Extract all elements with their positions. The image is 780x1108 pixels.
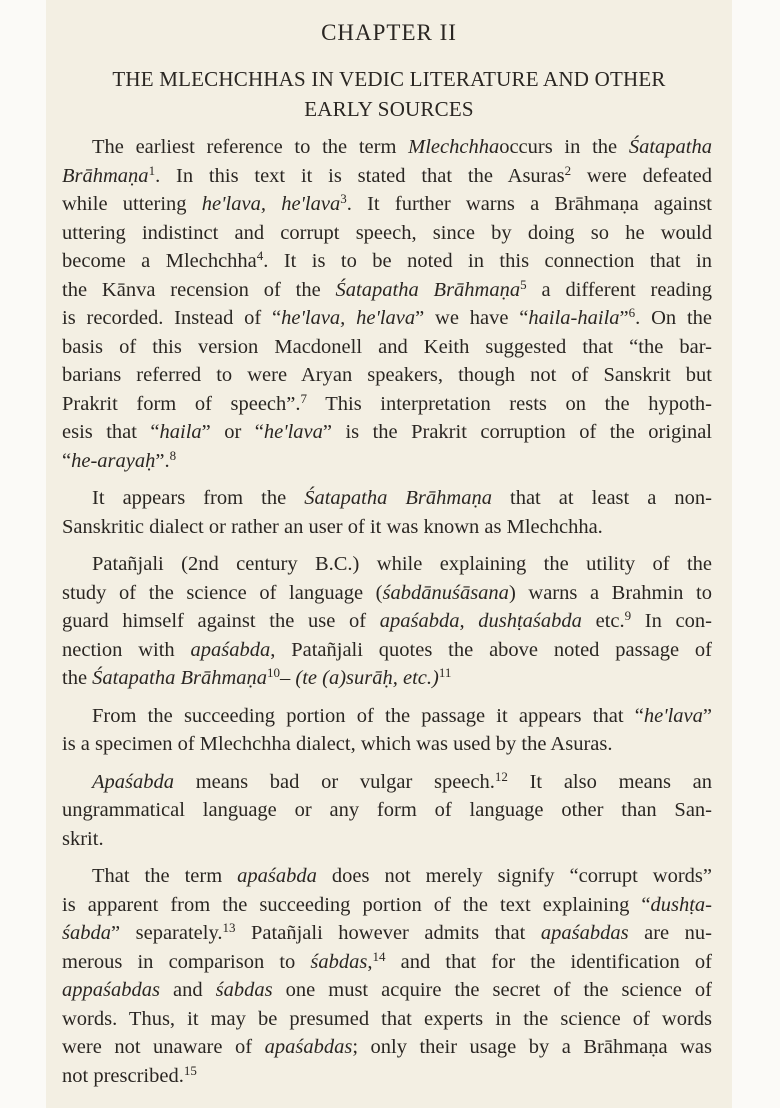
footnote-marker: 9 (624, 608, 632, 623)
italic-term: apaśabda (190, 638, 271, 661)
italic-term: Mlechchha (408, 136, 500, 158)
text-line (62, 948, 712, 977)
text-line (62, 276, 712, 305)
chapter-heading: CHAPTER II (321, 20, 457, 45)
text-run: basis of this version Macdonell and Keith suggested that “the bar- (62, 335, 712, 358)
text-run: occurs in the (499, 136, 629, 158)
text-line (62, 390, 712, 419)
text-line (62, 1062, 712, 1091)
text-run: ” we have “ (415, 307, 529, 329)
text-run: Prakrit form of speech”. (62, 392, 301, 415)
text-line (62, 447, 712, 476)
text-run: does not merely signify “corrupt words” (316, 865, 713, 887)
footnote-marker: 12 (494, 768, 508, 784)
italic-term: Śatapatha Brāhmaṇa (335, 278, 521, 301)
footnote-marker: 13 (222, 920, 236, 935)
text-run: merous in comparison to (62, 950, 311, 973)
text-line (62, 247, 712, 276)
text-run: , Patañjali quotes the above noted passage of (270, 638, 712, 661)
text-run: ) warns a Brahmin to (508, 581, 712, 604)
paragraph (62, 550, 712, 693)
text-run: is apparent from the succeeding portion of the text explaining “ (62, 893, 651, 916)
italic-term: dushṭa- (650, 893, 712, 916)
footnote-marker: 2 (564, 162, 572, 178)
italic-term: Śatapatha Brāhmaṇa (92, 667, 267, 689)
text-run: . It further warns a Brāhmaṇa against (346, 193, 712, 215)
text-line (62, 664, 712, 693)
chapter-title (76, 64, 702, 124)
chapter-title-line: EARLY SOURCES (304, 97, 474, 121)
text-line (62, 768, 712, 797)
text-run: study of the science of language ( (62, 581, 383, 604)
text-line (62, 162, 712, 191)
text-line (62, 219, 712, 248)
italic-term: haila (159, 421, 202, 443)
italic-term: he'lava (643, 704, 703, 727)
footnote-marker: 3 (340, 191, 347, 206)
italic-term: apaśabda (237, 865, 317, 887)
footnote-marker: 14 (372, 948, 386, 964)
text-run: guard himself against the use of (62, 610, 380, 632)
text-run: and that for the identification of (385, 950, 712, 973)
text-line (62, 361, 712, 390)
text-run: . On the (635, 307, 712, 329)
text-line (62, 333, 712, 362)
footnote-marker: 5 (520, 276, 527, 292)
italic-term: Brāhmaṇa (62, 164, 149, 187)
text-run: “ (62, 449, 72, 472)
text-run: words. Thus, it may be presumed that experts in the science of words (62, 1007, 712, 1030)
text-line (62, 976, 712, 1005)
italic-term: he'lava (263, 421, 323, 443)
text-run: ”. (155, 449, 170, 472)
text-run: ” separately. (110, 922, 223, 944)
text-run: are nu- (628, 922, 712, 944)
text-line (62, 919, 712, 948)
text-run: In con- (631, 610, 712, 632)
paragraph (62, 768, 712, 854)
italic-term: haila-haila (528, 307, 620, 329)
paragraph (62, 484, 712, 541)
text-line (62, 304, 712, 333)
text-run: is recorded. Instead of “ (62, 307, 282, 329)
text-line (62, 891, 712, 920)
text-run: Sanskritic dialect or rather an user of it was known as Mlechchha. (62, 515, 603, 538)
chapter-title-line: THE MLECHCHHAS IN VEDIC LITERATURE AND OTHER (112, 67, 666, 91)
footnote-marker: 6 (628, 305, 636, 320)
text-run: the Kānva recension of the (62, 278, 336, 301)
text-run: a different reading (526, 278, 712, 301)
text-run: Patañjali (2nd century B.C.) while explaining the utility of the (92, 553, 712, 575)
text-line (62, 825, 712, 854)
footnote-marker: 8 (169, 447, 177, 463)
text-run: . It is to be noted in this connection that in (263, 250, 712, 272)
text-run: the (62, 667, 93, 689)
text-line (62, 730, 712, 759)
text-run: barians referred to were Aryan speakers, though not of Sanskrit but (62, 364, 712, 386)
text-run: were defeated (571, 164, 713, 187)
paragraph (62, 862, 712, 1090)
text-run: not prescribed. (62, 1064, 184, 1087)
text-run: etc. (581, 610, 625, 632)
italic-term: he-arayaḥ (71, 449, 156, 472)
text-line (62, 133, 712, 162)
italic-term: he'lava, he'lava (201, 193, 341, 215)
paragraph (62, 133, 712, 475)
text-run: become a Mlechchha (62, 250, 257, 272)
italic-term: Śatapatha Brāhmaṇa (304, 487, 492, 509)
italic-term: śabda (62, 922, 111, 944)
text-run: The earliest reference to the term (92, 136, 409, 158)
text-run: while uttering (62, 193, 202, 215)
text-run: ” is the Prakrit corruption of the original (322, 421, 713, 443)
text-line (62, 636, 712, 665)
italic-term: śabdas (215, 979, 273, 1001)
text-run: nection with (62, 638, 191, 661)
italic-term: Śatapatha (628, 136, 712, 158)
italic-term: he'lava, he'lava (281, 307, 416, 329)
text-run: This interpretation rests on the hypoth- (307, 392, 712, 415)
paragraph (62, 702, 712, 759)
text-run: ” (619, 307, 629, 329)
text-line (62, 796, 712, 825)
text-run: one must acquire the secret of the science of (272, 979, 712, 1001)
text-line (62, 1033, 712, 1062)
text-run: ; only their usage by a Brāhmaṇa was (352, 1036, 713, 1058)
text-run: It also means an (507, 770, 713, 793)
text-line (62, 862, 712, 891)
footnote-marker: 15 (183, 1062, 197, 1078)
text-run: It appears from the (92, 487, 305, 509)
italic-term: śabdas (310, 950, 368, 973)
text-line (62, 484, 712, 513)
text-line (62, 550, 712, 579)
italic-term: – (te (a)surāḥ, etc.) (280, 667, 439, 689)
text-line (62, 702, 712, 731)
italic-term: apaśabdas (264, 1036, 353, 1058)
text-line (62, 190, 712, 219)
footnote-marker: 11 (438, 665, 452, 680)
text-run: means bad or vulgar speech. (174, 770, 495, 793)
text-run: that at least a non- (491, 487, 712, 509)
book-page (46, 0, 732, 1108)
text-run: ungrammatical language or any form of language other than San- (62, 799, 712, 821)
footnote-marker: 7 (300, 390, 308, 406)
text-run: That the term (92, 865, 238, 887)
text-run: and (159, 979, 216, 1001)
text-line (62, 607, 712, 636)
text-run: uttering indistinct and corrupt speech, since by doing so he would (62, 221, 712, 244)
text-line (62, 418, 712, 447)
footnote-marker: 4 (256, 248, 264, 263)
italic-term: śabdānuśāsana (382, 581, 509, 604)
footnote-marker: 1 (148, 162, 156, 178)
text-run: Patañjali however admits that (235, 922, 541, 944)
text-run: ” (702, 704, 712, 727)
footnote-marker: 10 (267, 665, 280, 680)
text-run: , (367, 950, 373, 973)
italic-term: apaśabdas (540, 922, 629, 944)
body-text (62, 133, 712, 1099)
text-run: From the succeeding portion of the passage it appears that “ (92, 704, 644, 727)
italic-term: apaśabda, dushṭaśabda (379, 610, 582, 632)
text-run: . In this text it is stated that the Asuras (155, 164, 565, 187)
text-run: skrit. (62, 827, 104, 850)
italic-term: Apaśabda (92, 770, 174, 793)
text-line (62, 579, 712, 608)
text-run: esis that “ (62, 421, 160, 443)
text-run: is a specimen of Mlechchha dialect, which was used by the Asuras. (62, 733, 613, 755)
text-run: ” or “ (201, 421, 264, 443)
italic-term: appaśabdas (62, 979, 160, 1001)
text-line (62, 513, 712, 542)
text-line (62, 1005, 712, 1034)
text-run: were not unaware of (62, 1036, 265, 1058)
